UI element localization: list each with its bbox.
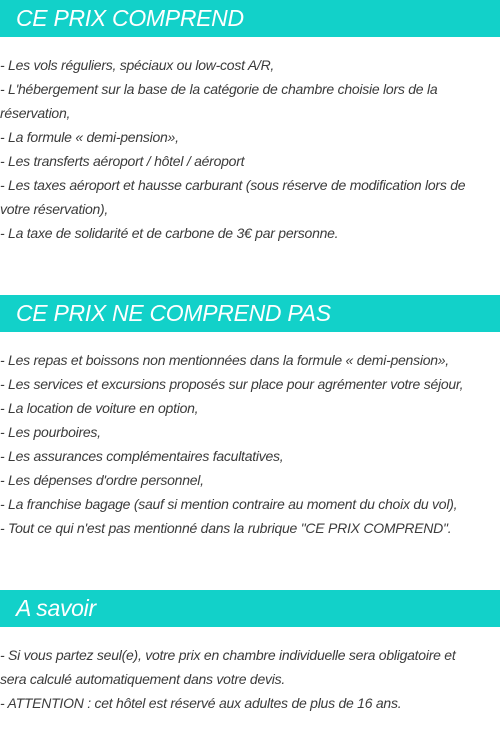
list-item: réservation, — [0, 105, 71, 121]
list-item: - Les dépenses d'ordre personnel, — [0, 472, 204, 488]
list-item: sera calculé automatiquement dans votre devis. — [0, 671, 285, 687]
list-item: - La franchise bagage (sauf si mention contraire au moment du choix du vol), — [0, 496, 458, 512]
list-item: - Les pourboires, — [0, 424, 101, 440]
list-item: - ATTENTION : cet hôtel est réservé aux adultes de plus de 16 ans. — [0, 695, 402, 711]
section-header-price-includes — [0, 0, 500, 37]
section-price-excludes — [0, 295, 500, 536]
list-item: - Si vous partez seul(e), votre prix en chambre individuelle sera obligatoire et — [0, 647, 456, 663]
list-item: - Les repas et boissons non mentionnées dans la formule « demi-pension», — [0, 352, 449, 368]
included-items-list — [0, 53, 465, 245]
section-title: CE PRIX NE COMPREND PAS — [16, 300, 331, 326]
list-item: - Les services et excursions proposés sur place pour agrémenter votre séjour, — [0, 376, 464, 392]
list-item: - Tout ce qui n'est pas mentionné dans la rubrique "CE PRIX COMPREND". — [0, 520, 452, 536]
list-item: - Les assurances complémentaires facultatives, — [0, 448, 284, 464]
section-price-includes — [0, 0, 500, 241]
list-item: - Les transferts aéroport / hôtel / aéroport — [0, 153, 245, 169]
list-item: - La location de voiture en option, — [0, 400, 199, 416]
section-title: CE PRIX COMPREND — [16, 5, 244, 31]
section-title: A savoir — [16, 595, 96, 621]
list-item: - Les vols réguliers, spéciaux ou low-cost A/R, — [0, 57, 275, 73]
list-item: votre réservation), — [0, 201, 109, 217]
info-items-list — [0, 643, 455, 715]
section-good-to-know — [0, 590, 500, 711]
list-item: - La taxe de solidarité et de carbone de 3€ par personne. — [0, 225, 339, 241]
excluded-items-list — [0, 348, 463, 540]
section-header-price-excludes — [0, 295, 500, 332]
list-item: - La formule « demi-pension», — [0, 129, 179, 145]
section-header-good-to-know — [0, 590, 500, 627]
list-item: - Les taxes aéroport et hausse carburant (sous réserve de modification lors de — [0, 177, 466, 193]
list-item: - L'hébergement sur la base de la catégorie de chambre choisie lors de la — [0, 81, 438, 97]
